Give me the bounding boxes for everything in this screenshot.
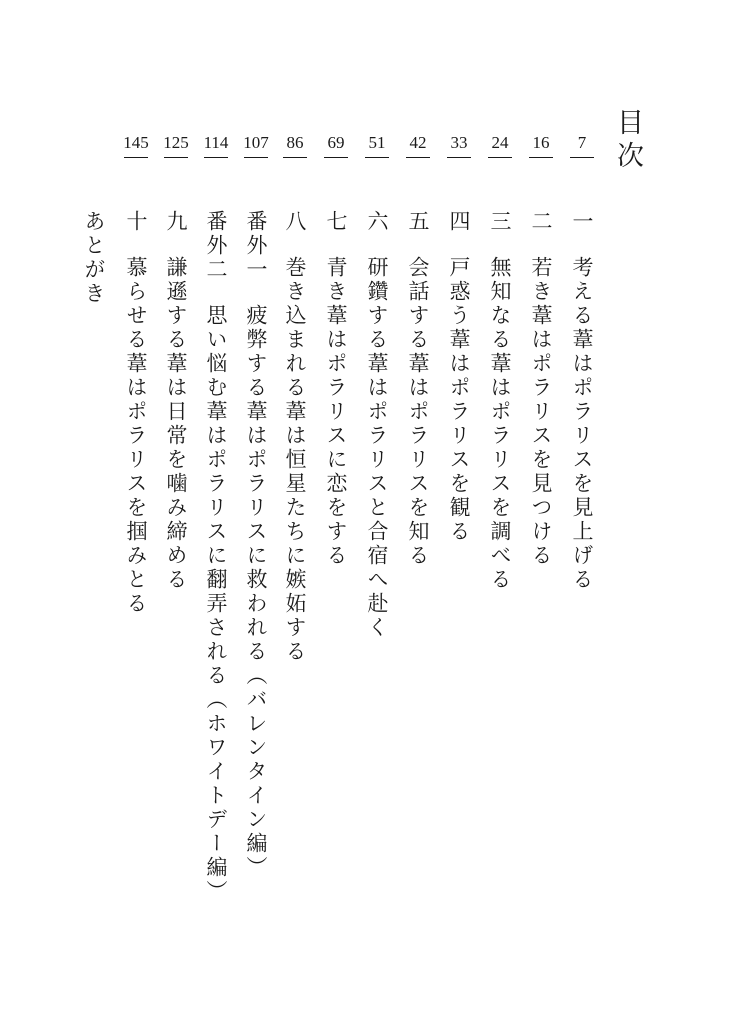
chapter-title: 戸惑う葦はポラリスを観る bbox=[447, 256, 471, 544]
entry-text bbox=[122, 210, 150, 616]
chapter-title: 疲弊する葦はポラリスに救われる（バレンタイン編） bbox=[244, 304, 268, 880]
entry-dash bbox=[488, 157, 512, 158]
entry-text bbox=[242, 210, 270, 880]
chapter-number: 七 bbox=[324, 210, 348, 234]
chapter-title: 巻き込まれる葦は恒星たちに嫉妬する bbox=[283, 256, 307, 664]
chapter-number: 三 bbox=[488, 210, 512, 234]
entry-dash bbox=[164, 157, 188, 158]
entry-page-number: 16 bbox=[532, 133, 550, 152]
entry-dash bbox=[283, 157, 307, 158]
chapter-title: 無知なる葦はポラリスを調べる bbox=[488, 256, 512, 592]
chapter-title: 研鑽する葦はポラリスと合宿へ赴く bbox=[365, 256, 389, 640]
entry-page-number: 125 bbox=[163, 133, 189, 152]
chapter-title: 謙遜する葦は日常を噛み締める bbox=[164, 256, 188, 592]
entry-text bbox=[162, 210, 190, 592]
entry-text bbox=[281, 210, 309, 664]
chapter-number: 一 bbox=[570, 210, 594, 234]
chapter-title: 思い悩む葦はポラリスに翻弄される（ホワイトデー編） bbox=[204, 304, 228, 904]
page-title: 目次 bbox=[612, 108, 643, 174]
entry-dash bbox=[244, 157, 268, 158]
entry-page-number: 42 bbox=[409, 133, 427, 152]
entry-dash bbox=[365, 157, 389, 158]
entry-page-number: 86 bbox=[286, 133, 304, 152]
entry-text bbox=[445, 210, 473, 544]
chapter-title: 考える葦はポラリスを見上げる bbox=[570, 256, 594, 592]
entry-text bbox=[202, 210, 230, 904]
entry-text bbox=[322, 210, 350, 568]
chapter-number: 番外二 bbox=[204, 210, 228, 282]
chapter-title: 会話する葦はポラリスを知る bbox=[406, 256, 430, 568]
chapter-number: 二 bbox=[529, 210, 553, 234]
entry-text bbox=[486, 210, 514, 592]
entry-page-number: 114 bbox=[203, 133, 229, 152]
chapter-title: 青き葦はポラリスに恋をする bbox=[324, 256, 348, 568]
entry-page-number: 33 bbox=[450, 133, 468, 152]
chapter-number: 八 bbox=[283, 210, 307, 234]
chapter-number: 四 bbox=[447, 210, 471, 234]
toc-afterword[interactable]: あとがき bbox=[82, 210, 106, 306]
entry-dash bbox=[406, 157, 430, 158]
entry-page-number: 24 bbox=[491, 133, 509, 152]
chapter-number: 六 bbox=[365, 210, 389, 234]
entry-text bbox=[568, 210, 596, 592]
entry-dash bbox=[447, 157, 471, 158]
entry-dash bbox=[324, 157, 348, 158]
entry-text bbox=[527, 210, 555, 568]
chapter-number: 五 bbox=[406, 210, 430, 234]
entry-dash bbox=[204, 157, 228, 158]
entry-text bbox=[404, 210, 432, 568]
entry-page-number: 145 bbox=[123, 133, 149, 152]
entry-dash bbox=[570, 157, 594, 158]
entry-page-number: 107 bbox=[243, 133, 269, 152]
entry-text bbox=[363, 210, 391, 640]
entry-dash bbox=[124, 157, 148, 158]
entry-dash bbox=[529, 157, 553, 158]
entry-page-number: 51 bbox=[368, 133, 386, 152]
chapter-number: 十 bbox=[124, 210, 148, 234]
entry-page-number: 69 bbox=[327, 133, 345, 152]
chapter-number: 番外一 bbox=[244, 210, 268, 282]
chapter-title: 慕らせる葦はポラリスを掴みとる bbox=[124, 256, 148, 616]
entry-page-number: 7 bbox=[577, 133, 587, 152]
chapter-number: 九 bbox=[164, 210, 188, 234]
chapter-title: 若き葦はポラリスを見つける bbox=[529, 256, 553, 568]
